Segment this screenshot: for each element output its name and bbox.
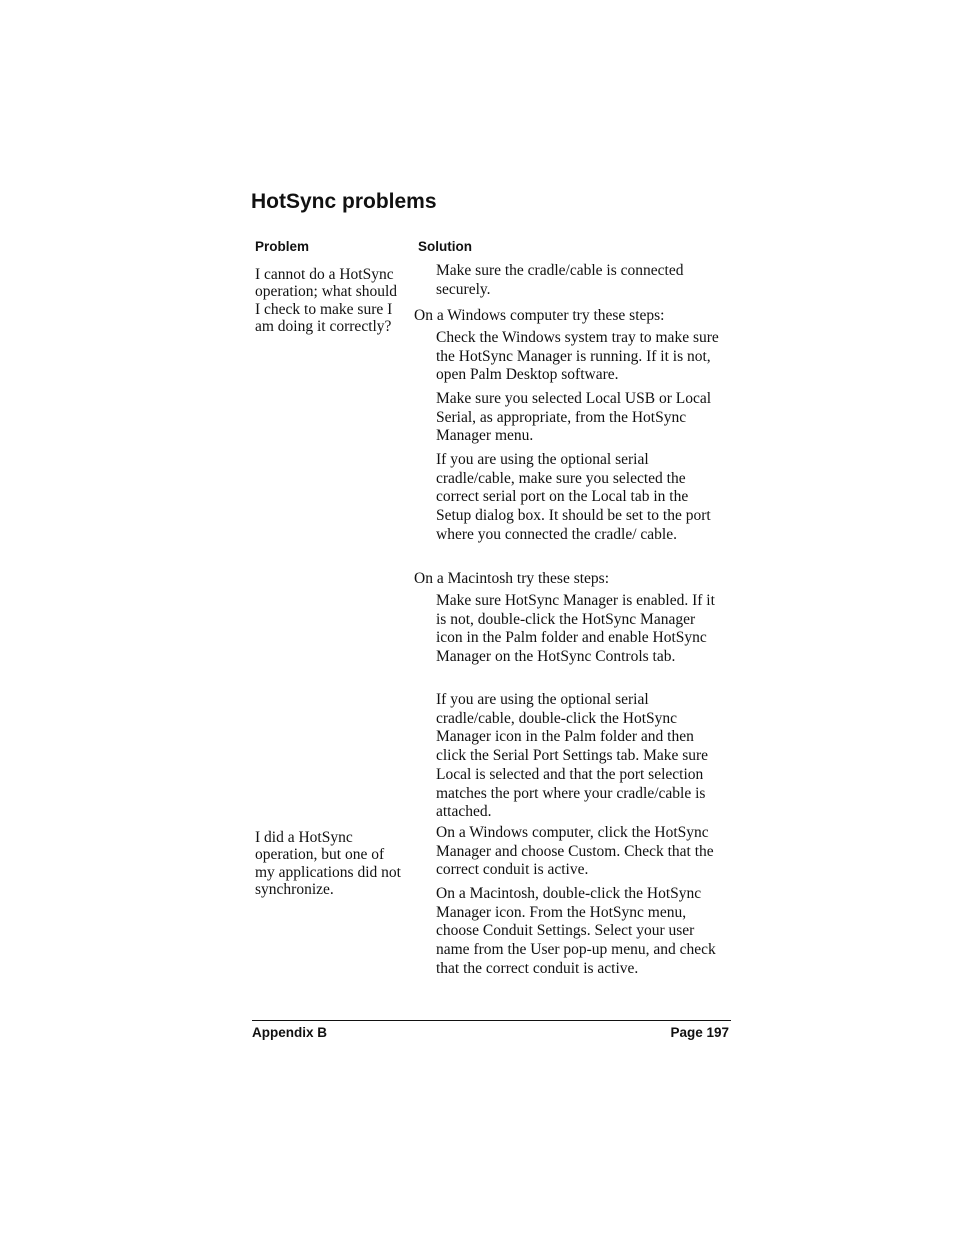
problem-text-hotsync-fails: I cannot do a HotSync operation; what should I check to make sure I am doing it correctly?: [255, 266, 398, 335]
solution-check-cradle: Make sure the cradle/cable is connected securely.: [436, 262, 684, 298]
solution-mac-step-serial: If you are using the optional serial cradle/cable, double-click the HotSync Manager icon in the Palm folder and then click the Serial Port Settings tab. Make sure Local is selected and that the port selection matches the port where your cradle/cable is attached.: [436, 691, 709, 821]
page-title: HotSync problems: [251, 190, 437, 213]
solution-mac-step-enable: Make sure HotSync Manager is enabled. If it is not, double-click the HotSync Manager icon in the Palm folder and enable HotSync Manager on the HotSync Controls tab.: [436, 592, 715, 666]
solution-windows-step-tray: Check the Windows system tray to make sure the HotSync Manager is running. If it is not, open Palm Desktop software.: [436, 329, 719, 384]
column-header-problem: Problem: [255, 239, 310, 254]
solution-mac-intro: On a Macintosh try these steps:: [414, 570, 610, 587]
footer-divider: [252, 1020, 731, 1021]
solution-mac-conduit: On a Macintosh, double-click the HotSync Manager icon. From the HotSync menu, choose Conduit Settings. Select your user name from the User pop-up menu, and check that the correct conduit is active.: [436, 885, 716, 977]
solution-windows-step-serial: If you are using the optional serial cradle/cable, make sure you selected the correct serial port on the Local tab in the Setup dialog box. It should be set to the port where you connected the cradle/ cable.: [436, 451, 711, 543]
footer-appendix-label: Appendix B: [252, 1025, 328, 1040]
problem-text-app-not-synced: I did a HotSync operation, but one of my applications did not synchronize.: [255, 829, 401, 898]
solution-windows-conduit: On a Windows computer, click the HotSync Manager and choose Custom. Check that the correct conduit is active.: [436, 824, 714, 879]
solution-windows-step-local: Make sure you selected Local USB or Local Serial, as appropriate, from the HotSync Manager menu.: [436, 390, 712, 445]
column-header-solution: Solution: [418, 239, 472, 254]
footer-page-number: Page 197: [670, 1025, 729, 1040]
solution-windows-intro: On a Windows computer try these steps:: [414, 307, 665, 324]
